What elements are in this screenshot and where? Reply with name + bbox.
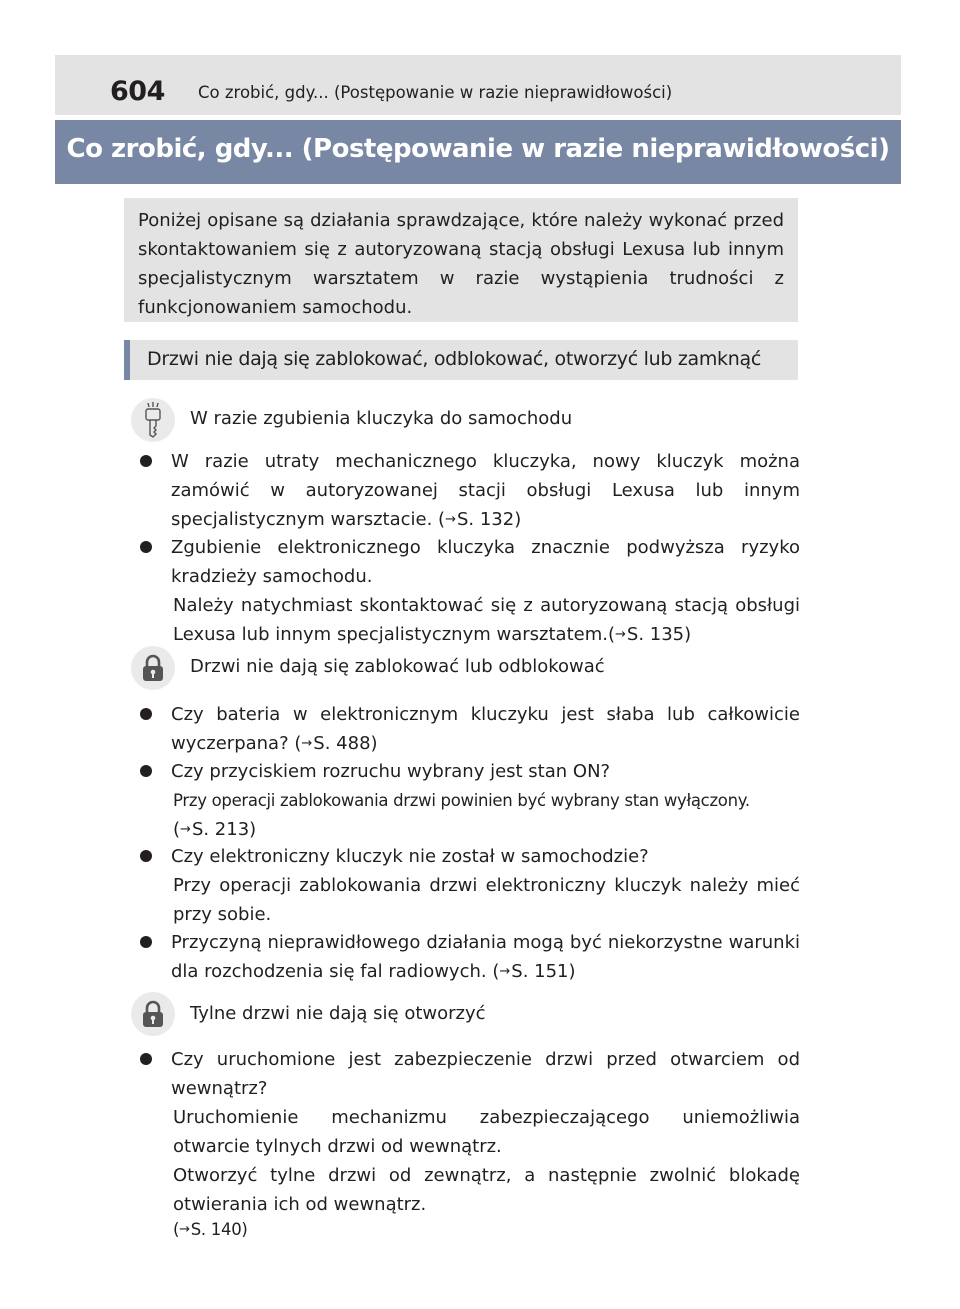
title-bar: [55, 120, 901, 184]
bullet-dot: [140, 936, 152, 948]
bullet-subtext: Należy natychmiast skontaktować się z autoryzowaną stacją obsługi Lexusa lub innym specjalistycznym warsztatem.(: [173, 595, 800, 645]
bullet-text: Zgubienie elektronicznego kluczyka znacznie podwyższa ryzyko kradzieży samochodu.: [171, 537, 800, 587]
arrow-icon: →: [301, 736, 313, 751]
list-item: [140, 447, 800, 534]
intro-text: Poniżej opisane są działania sprawdzające, które należy wykonać przed skontaktowaniem się z autoryzowaną stacją obsługi Lexusa lub innym specjalistycznym warsztatem w razie wystąpienia trudności z funkcjonowaniem samochodu.: [138, 210, 784, 318]
page-title: Co zrobić, gdy... (Postępowanie w razie nieprawidłowości): [66, 134, 890, 164]
arrow-icon: →: [445, 512, 456, 527]
bullet-subtext: Otworzyć tylne drzwi od zewnątrz, a następnie zwolnić blokadę otwierania ich od wewnątrz.: [173, 1165, 800, 1215]
sub-heading-rear-door: Tylne drzwi nie dają się otworzyć: [190, 1003, 486, 1024]
bullet-dot: [140, 455, 152, 467]
sub-heading-lock: Drzwi nie dają się zablokować lub odblokować: [190, 656, 605, 677]
bullet-text: W razie utraty mechanicznego kluczyka, nowy kluczyk można zamówić w autoryzowanej stacji obsługi Lexusa lub innym specjalistycznym warsztacie. (: [171, 451, 800, 530]
arrow-icon: →: [179, 1222, 190, 1237]
lock-icon: [131, 646, 175, 690]
bullet-text: Czy bateria w elektronicznym kluczyku jest słaba lub całkowicie wyczerpana? (: [171, 704, 800, 754]
page-reference[interactable]: S. 140): [190, 1220, 248, 1239]
section-heading-bar: [124, 340, 798, 380]
bullet-subtext: Uruchomienie mechanizmu zabezpieczającego uniemożliwia otwarcie tylnych drzwi od wewnątrz.: [173, 1107, 800, 1157]
list-item: [140, 928, 800, 986]
page-reference[interactable]: S. 132): [456, 509, 522, 530]
page-number: 604: [110, 76, 165, 107]
section-title: Drzwi nie dają się zablokować, odblokować, otworzyć lub zamknąć: [147, 348, 761, 370]
lock-icon: [131, 992, 175, 1036]
bullet-subtext: (: [173, 1220, 180, 1239]
bullet-dot: [140, 850, 152, 862]
list-item: [140, 842, 800, 929]
bullet-text: Przyczyną nieprawidłowego działania mogą być niekorzystne warunki dla rozchodzenia się fal radiowych. (: [171, 932, 800, 982]
intro-box: [124, 198, 798, 322]
list-item: [140, 533, 800, 649]
bullet-subtext: Przy operacji zablokowania drzwi powinien być wybrany stan wyłączony.: [173, 791, 750, 810]
sub-heading-lost-key: W razie zgubienia kluczyka do samochodu: [190, 408, 573, 429]
arrow-icon: →: [614, 627, 626, 642]
page-reference[interactable]: S. 151): [511, 961, 576, 982]
bullet-dot: [140, 1053, 152, 1065]
list-item: [140, 757, 800, 844]
bullet-dot: [140, 708, 152, 720]
arrow-icon: →: [180, 822, 191, 837]
bullet-text: Czy przyciskiem rozruchu wybrany jest stan ON?: [171, 761, 611, 782]
arrow-icon: →: [499, 964, 511, 979]
page-reference[interactable]: S. 488): [313, 733, 378, 754]
page-reference[interactable]: S. 135): [626, 624, 692, 645]
page-reference[interactable]: S. 213): [191, 819, 257, 840]
bullet-text: Czy uruchomione jest zabezpieczenie drzwi przed otwarciem od wewnątrz?: [171, 1049, 800, 1099]
bullet-subtext: (: [173, 819, 181, 840]
bullet-subtext: Przy operacji zablokowania drzwi elektroniczny kluczyk należy mieć przy sobie.: [173, 875, 800, 925]
bullet-text: Czy elektroniczny kluczyk nie został w samochodzie?: [171, 846, 649, 867]
bullet-dot: [140, 765, 152, 777]
running-head: Co zrobić, gdy... (Postępowanie w razie nieprawidłowości): [198, 83, 673, 102]
bullet-dot: [140, 541, 152, 553]
key-icon: [131, 398, 175, 442]
list-item: [140, 700, 800, 758]
list-item: [140, 1045, 800, 1241]
